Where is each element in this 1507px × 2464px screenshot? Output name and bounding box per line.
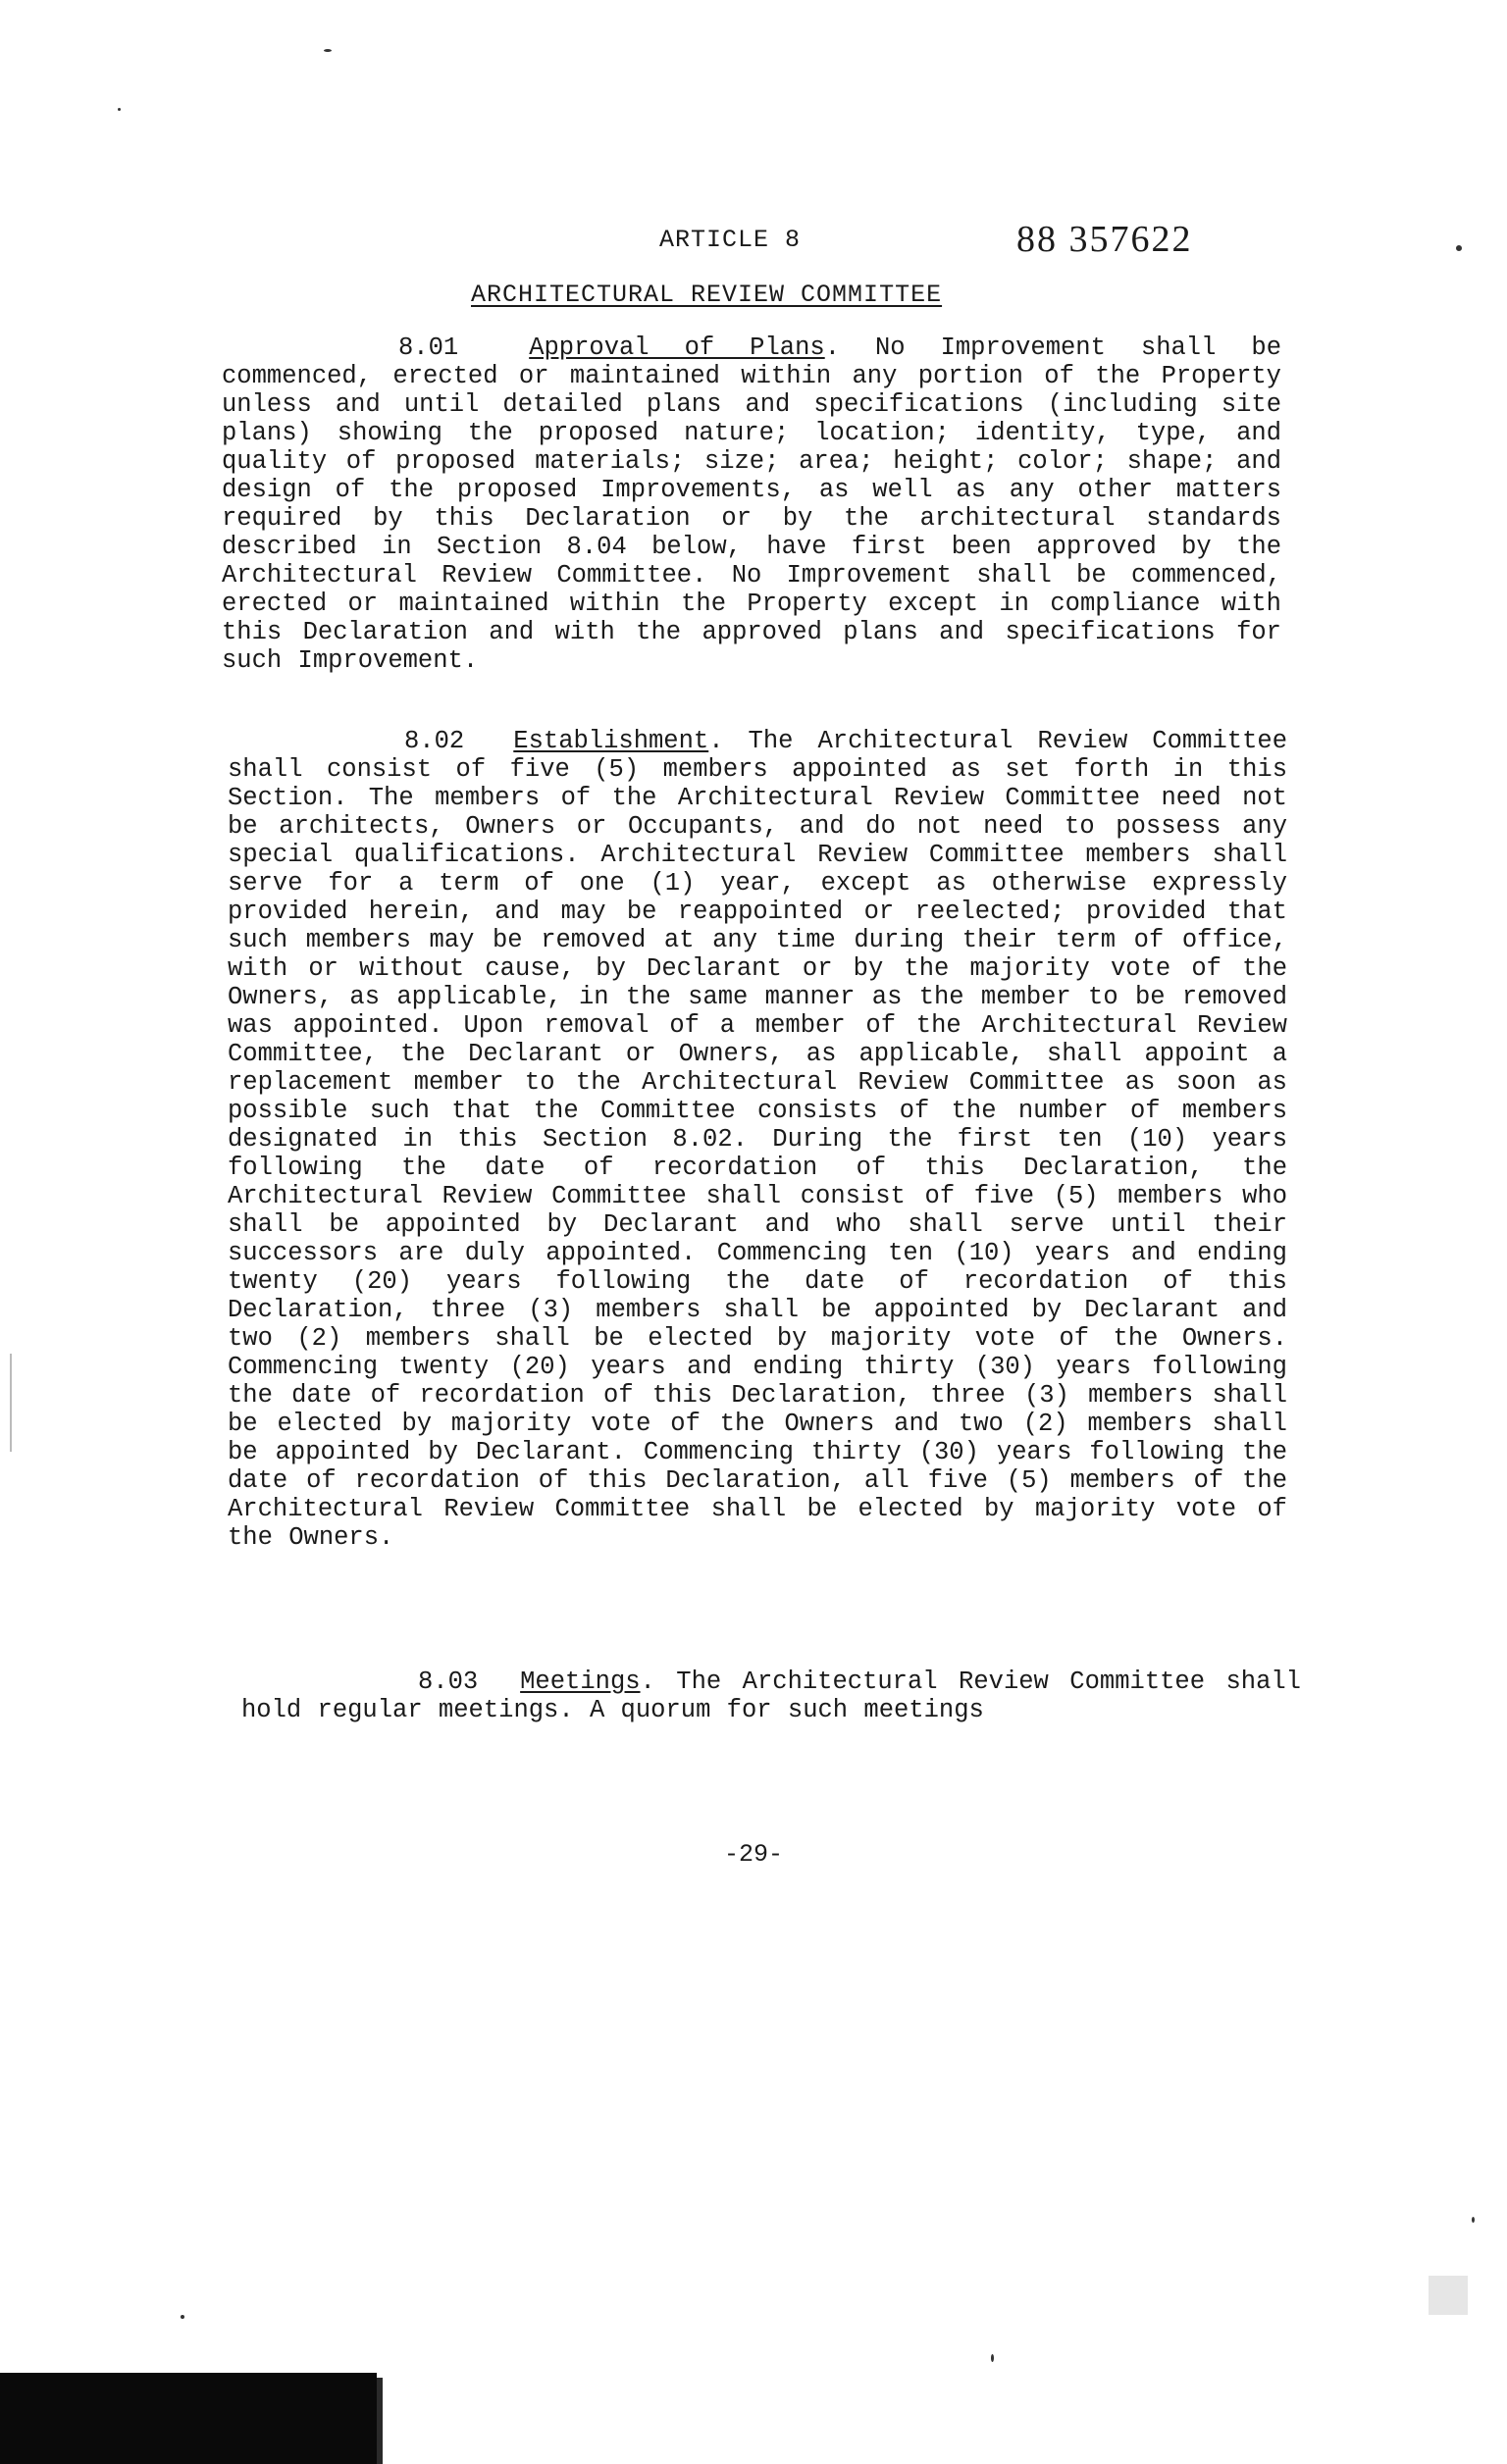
section-body: . No Improvement shall be commenced, erected or maintained within any portion of the Property unless and until detailed plans and specifications (including site plans) showing the proposed nature; location; identity, type, and quality of proposed materials; size; area; height; color; shape; and design of the proposed Improvements, as well as any other matters required by this Declaration or by the architectural standards described in Section 8.04 below, have first been approved by the Architectural Review Committee. No Improvement shall be commenced, erected or maintained within the Property except in compliance with this Declaration and with the approved plans and specifications for such Improvement. [222,334,1281,675]
paragraph-8-02 [228,727,1287,1552]
article-heading: ARTICLE 8 [659,226,802,254]
page-number: -29- [724,1840,784,1869]
scan-margin-marks [1429,2276,1468,2315]
scan-speck [181,2315,184,2319]
scan-margin-marks [10,1354,12,1452]
section-number: 8.01 [398,334,459,362]
paragraph-8-03 [241,1668,1301,1724]
section-number: 8.02 [404,727,465,755]
paragraph-8-01 [222,334,1281,675]
scan-speck [1456,245,1462,251]
section-heading: Establishment [513,727,709,755]
section-number: 8.03 [418,1668,479,1696]
scan-black-bar-edge [377,2378,383,2464]
section-body: . The Architectural Review Committee shall consist of five (5) members appointed as set forth in this Section. The members of the Architectural Review Committee need not be architects, Owners or Occupants, and do not need to possess any special qualifications. Architectural Review Committee members shall serve for a term of one (1) year, except as otherwise expressly provided herein, and may be reappointed or reelected; provided that such members may be removed at any time during their term of office, with or without cause, by Declarant or by the majority vote of the Owners, as applicable, in the same manner as the member to be removed was appointed. Upon removal of a member of the Architectural Review Committee, the Declarant or Owners, as applicable, shall appoint a replacement member to the Architectural Review Committee as soon as possible such that the Committee consists of the number of members designated in this Section 8.02. During the first ten (10) years following the date of recordation of this Declaration, the Architectural Review Committee shall consist of five (5) members who shall be appointed by Declarant and who shall serve until their successors are duly appointed. Commencing ten (10) years and ending twenty (20) years following the date of recordation of this Declaration, three (3) members shall be appointed by Declarant and two (2) members shall be elected by majority vote of the Owners. Commencing twenty (20) years and ending thirty (30) years following the date of recordation of this Declaration, three (3) members shall be elected by majority vote of the Owners and two (2) members shall be appointed by Declarant. Commencing thirty (30) years following the date of recordation of this Declaration, all five (5) members of the Architectural Review Committee shall be elected by majority vote of the Owners. [228,727,1288,1552]
scan-speck [1472,2217,1475,2223]
scan-speck [991,2354,994,2362]
section-heading: Approval of Plans [529,334,825,362]
scan-black-bar [0,2373,377,2464]
document-number: 88 357622 [1016,219,1193,260]
scan-speck [324,49,332,52]
section-title: ARCHITECTURAL REVIEW COMMITTEE [471,281,943,309]
section-body: . The Architectural Review Committee shall hold regular meetings. A quorum for such meetings [241,1668,1301,1724]
section-heading: Meetings [520,1668,641,1696]
scan-speck [118,108,121,111]
